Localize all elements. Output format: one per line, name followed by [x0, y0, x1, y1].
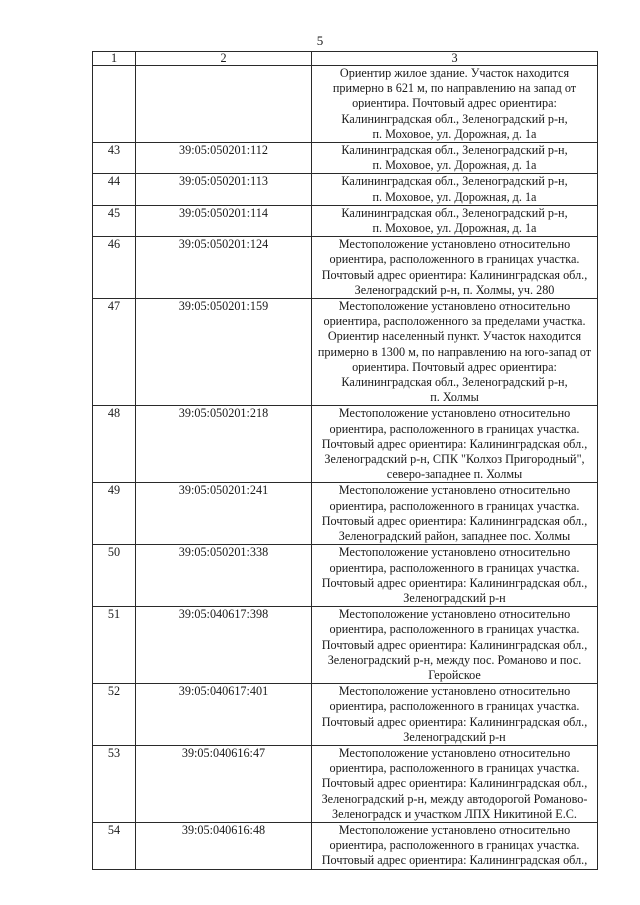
row-number: 48 [93, 406, 136, 483]
row-number [93, 66, 136, 143]
row-number: 43 [93, 143, 136, 174]
location-description: Местоположение установлено относительно ориентира, расположенного в границах участка. Почтовый адрес ориентира: Калининградская обл., [312, 822, 598, 869]
table-row [93, 822, 598, 869]
location-description: Калининградская обл., Зеленоградский р-н, п. Моховое, ул. Дорожная, д. 1а [312, 205, 598, 236]
column-header-1: 1 [93, 52, 136, 66]
table-row [93, 205, 598, 236]
table-row [93, 406, 598, 483]
location-description: Местоположение установлено относительно ориентира, расположенного в границах участка. Почтовый адрес ориентира: Калининградская обл., Зеленоградский р-н, п. Холмы, уч. 280 [312, 237, 598, 299]
location-description: Калининградская обл., Зеленоградский р-н, п. Моховое, ул. Дорожная, д. 1а [312, 143, 598, 174]
location-description: Местоположение установлено относительно ориентира, расположенного в границах участка. Почтовый адрес ориентира: Калининградская обл., Зеленоградский р-н, между пос. Романово и пос. Геройское [312, 607, 598, 684]
location-description: Местоположение установлено относительно ориентира, расположенного в границах участка. Почтовый адрес ориентира: Калининградская обл., Зеленоградский р-н [312, 684, 598, 746]
row-number: 45 [93, 205, 136, 236]
row-number: 54 [93, 822, 136, 869]
row-number: 51 [93, 607, 136, 684]
location-description: Местоположение установлено относительно ориентира, расположенного за пределами участка. Ориентир населенный пункт. Участок находится примерно в 1300 м, по направлению на юго-запад от ориентира. Почтовый адрес ориентира: Калининградская обл., Зеленоградский р-н, п. Холмы [312, 299, 598, 406]
row-number: 50 [93, 545, 136, 607]
column-header-3: 3 [312, 52, 598, 66]
row-number: 49 [93, 483, 136, 545]
location-description: Ориентир жилое здание. Участок находится примерно в 621 м, по направлению на запад от ориентира. Почтовый адрес ориентира: Калининградская обл., Зеленоградский р-н, п. Моховое, ул. Дорожная, д. 1а [312, 66, 598, 143]
location-description: Местоположение установлено относительно ориентира, расположенного в границах участка. Почтовый адрес ориентира: Калининградская обл., Зеленоградский р-н [312, 545, 598, 607]
cadastral-number: 39:05:040617:401 [136, 684, 312, 746]
cadastral-number: 39:05:050201:114 [136, 205, 312, 236]
table-row [93, 237, 598, 299]
column-header-2: 2 [136, 52, 312, 66]
table-row [93, 483, 598, 545]
cadastral-number: 39:05:050201:218 [136, 406, 312, 483]
cadastral-number: 39:05:050201:159 [136, 299, 312, 406]
table-body [93, 52, 598, 870]
table-row [93, 545, 598, 607]
row-number: 46 [93, 237, 136, 299]
cadastral-number: 39:05:050201:113 [136, 174, 312, 205]
table-row [93, 607, 598, 684]
table-row [93, 684, 598, 746]
page-number: 5 [316, 33, 324, 48]
cadastral-number: 39:05:040616:47 [136, 745, 312, 822]
land-plots-table [92, 51, 598, 870]
row-number: 53 [93, 745, 136, 822]
cadastral-number [136, 66, 312, 143]
location-description: Местоположение установлено относительно ориентира, расположенного в границах участка. Почтовый адрес ориентира: Калининградская обл., Зеленоградский район, западнее пос. Холмы [312, 483, 598, 545]
row-number: 52 [93, 684, 136, 746]
cadastral-number: 39:05:050201:338 [136, 545, 312, 607]
table-row [93, 299, 598, 406]
cadastral-number: 39:05:040617:398 [136, 607, 312, 684]
cadastral-number: 39:05:050201:112 [136, 143, 312, 174]
location-description: Калининградская обл., Зеленоградский р-н, п. Моховое, ул. Дорожная, д. 1а [312, 174, 598, 205]
table-row [93, 174, 598, 205]
location-description: Местоположение установлено относительно ориентира, расположенного в границах участка. Почтовый адрес ориентира: Калининградская обл., Зеленоградский р-н, между автодорогой Романово- Зеленоградск и участком ЛПХ Никитиной Е.С. [312, 745, 598, 822]
table-row [93, 745, 598, 822]
table-row [93, 66, 598, 143]
table-row [93, 143, 598, 174]
cadastral-number: 39:05:050201:241 [136, 483, 312, 545]
location-description: Местоположение установлено относительно ориентира, расположенного в границах участка. Почтовый адрес ориентира: Калининградская обл., Зеленоградский р-н, СПК "Колхоз Пригородный", северо-западнее п. Холмы [312, 406, 598, 483]
cadastral-number: 39:05:050201:124 [136, 237, 312, 299]
row-number: 47 [93, 299, 136, 406]
row-number: 44 [93, 174, 136, 205]
table-header-row [93, 52, 598, 66]
cadastral-number: 39:05:040616:48 [136, 822, 312, 869]
